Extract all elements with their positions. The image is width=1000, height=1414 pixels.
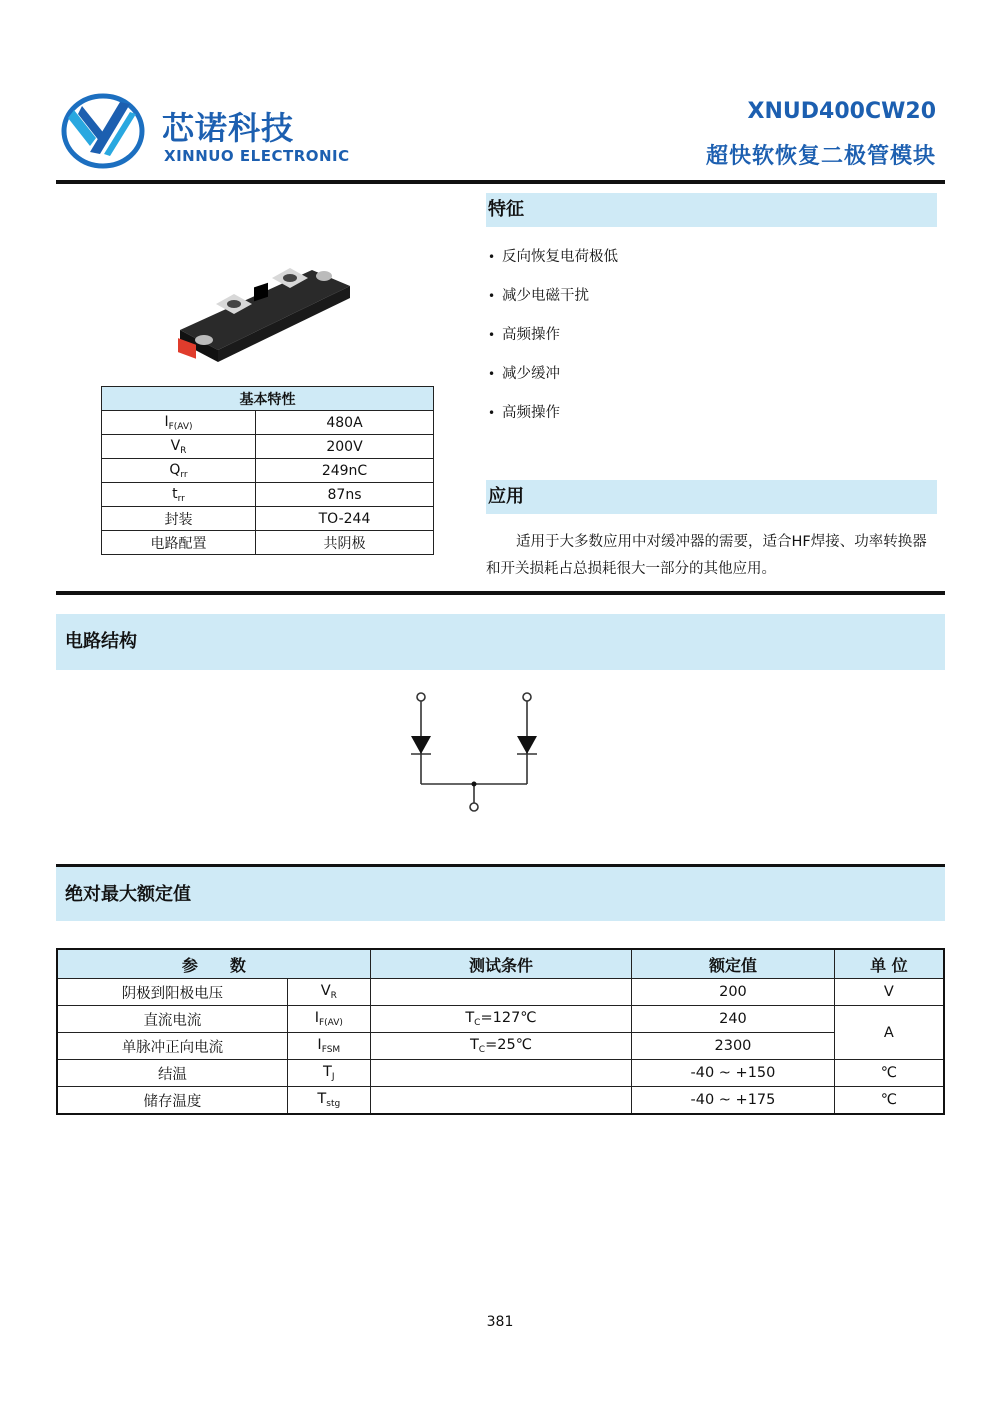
- basic-spec-param-subscript: R: [180, 445, 187, 456]
- ratings-symbol: [287, 1033, 370, 1060]
- features-list: [488, 246, 618, 441]
- ratings-header-param: 参 数: [57, 949, 370, 979]
- basic-spec-value: 249nC: [256, 459, 434, 483]
- ratings-value: 200: [632, 979, 835, 1006]
- ratings-condition-value: =25℃: [485, 1037, 532, 1053]
- ratings-unit: ℃: [834, 1087, 944, 1115]
- basic-spec-value: 200V: [256, 435, 434, 459]
- ratings-symbol-subscript: R: [330, 991, 337, 1001]
- basic-spec-param: [102, 459, 256, 483]
- basic-spec-value: 87ns: [256, 483, 434, 507]
- ratings-value: 240: [632, 1006, 835, 1033]
- ratings-symbol-subscript: J: [331, 1072, 335, 1082]
- ratings-header-value: 额定值: [632, 949, 835, 979]
- ratings-unit: ℃: [834, 1060, 944, 1087]
- ratings-param-name: 阴极到阳极电压: [57, 979, 287, 1006]
- ratings-row: [57, 1033, 944, 1060]
- ratings-condition: [370, 1087, 631, 1115]
- basic-spec-param-symbol: t: [172, 485, 178, 502]
- basic-spec-param-symbol: V: [170, 437, 181, 454]
- ratings-row: [57, 1006, 944, 1033]
- brand-name-cn: 芯诺科技: [162, 109, 295, 147]
- ratings-symbol-main: V: [320, 983, 331, 999]
- ratings-symbol: [287, 1087, 370, 1115]
- part-description: 超快软恢复二极管模块: [705, 144, 936, 169]
- ratings-param-name: 储存温度: [57, 1087, 287, 1115]
- ratings-param-name: 结温: [57, 1060, 287, 1087]
- diode-2: [517, 736, 537, 754]
- application-heading: 应用: [486, 480, 937, 514]
- part-number: XNUD400CW20: [747, 99, 936, 124]
- ratings-condition-subscript: C: [478, 1045, 486, 1055]
- ratings-param-name: 单脉冲正向电流: [57, 1033, 287, 1060]
- ratings-table: [56, 948, 945, 1115]
- ratings-symbol-subscript: F(AV): [318, 1018, 343, 1028]
- basic-spec-param-subscript: F(AV): [168, 421, 193, 432]
- ratings-symbol-main: I: [317, 1037, 322, 1053]
- basic-spec-param-subscript: rr: [177, 493, 185, 504]
- ratings-value: -40 ~ +175: [632, 1087, 835, 1115]
- basic-specs-table: [101, 386, 434, 555]
- basic-spec-param: [102, 483, 256, 507]
- feature-item: • 减少缓冲: [488, 363, 618, 402]
- circuit-heading: [56, 614, 945, 670]
- feature-item: • 反向恢复电荷极低: [488, 246, 618, 285]
- basic-spec-param-symbol: 电路配置: [150, 535, 207, 552]
- circuit-heading-label: 电路结构: [65, 631, 137, 652]
- section-divider: [56, 591, 945, 595]
- ratings-condition: [370, 979, 631, 1006]
- ratings-condition: [370, 1006, 631, 1033]
- ratings-row: [57, 979, 944, 1006]
- feature-item: • 高频操作: [488, 402, 618, 441]
- basic-spec-row: [102, 483, 434, 507]
- ratings-header-unit: 单 位: [834, 949, 944, 979]
- basic-spec-row: [102, 507, 434, 531]
- basic-spec-param-symbol: Q: [169, 461, 181, 478]
- ratings-condition-symbol: T: [469, 1037, 479, 1053]
- ratings-symbol-main: I: [314, 1010, 319, 1026]
- ratings-unit: A: [834, 1006, 944, 1060]
- ratings-symbol-subscript: stg: [326, 1099, 341, 1109]
- ratings-condition-symbol: T: [465, 1010, 475, 1026]
- module-product-image: [172, 258, 362, 368]
- basic-spec-param-symbol: 封装: [164, 511, 193, 528]
- basic-spec-row: [102, 531, 434, 555]
- features-heading: 特征: [486, 193, 937, 227]
- ratings-condition: [370, 1033, 631, 1060]
- ratings-param-name: 直流电流: [57, 1006, 287, 1033]
- ratings-symbol-subscript: FSM: [321, 1045, 341, 1055]
- ratings-condition-subscript: C: [474, 1018, 481, 1028]
- basic-spec-row: [102, 459, 434, 483]
- brand-name-en: XINNUO ELECTRONIC: [164, 147, 350, 165]
- basic-specs-title: 基本特性: [102, 387, 434, 411]
- basic-spec-value: 480A: [256, 411, 434, 435]
- ratings-heading-label: 绝对最大额定值: [65, 884, 191, 905]
- ratings-condition-value: =127℃: [480, 1010, 537, 1026]
- basic-spec-param: [102, 435, 256, 459]
- basic-spec-param-subscript: rr: [180, 469, 188, 480]
- application-text: 适用于大多数应用中对缓冲器的需要，适合HF焊接、功率转换器和开关损耗占总损耗很大一部分的其他应用。: [486, 534, 927, 577]
- ratings-row: [57, 1060, 944, 1087]
- ratings-symbol: [287, 979, 370, 1006]
- ratings-row: [57, 1087, 944, 1115]
- basic-spec-value: TO-244: [256, 507, 434, 531]
- page-number: 381: [486, 1314, 514, 1330]
- ratings-symbol-main: T: [317, 1091, 327, 1107]
- basic-spec-param: [102, 531, 256, 555]
- basic-spec-param: [102, 507, 256, 531]
- basic-spec-row: [102, 435, 434, 459]
- basic-spec-row: [102, 411, 434, 435]
- header-divider: [56, 180, 945, 184]
- basic-spec-param: [102, 411, 256, 435]
- basic-spec-param-symbol: I: [164, 413, 169, 430]
- circuit-diagram: [400, 686, 550, 816]
- ratings-unit: V: [834, 979, 944, 1006]
- feature-item: • 高频操作: [488, 324, 618, 363]
- ratings-symbol: [287, 1060, 370, 1087]
- basic-spec-value: 共阴极: [256, 531, 434, 555]
- ratings-symbol: [287, 1006, 370, 1033]
- ratings-value: 2300: [632, 1033, 835, 1060]
- ratings-header-condition: 测试条件: [370, 949, 631, 979]
- ratings-symbol-main: T: [323, 1064, 332, 1080]
- diode-1: [411, 736, 431, 754]
- ratings-heading: [56, 867, 945, 921]
- xinnuo-logo-icon: [60, 92, 146, 170]
- ratings-condition: [370, 1060, 631, 1087]
- feature-item: • 减少电磁干扰: [488, 285, 618, 324]
- ratings-value: -40 ~ +150: [632, 1060, 835, 1087]
